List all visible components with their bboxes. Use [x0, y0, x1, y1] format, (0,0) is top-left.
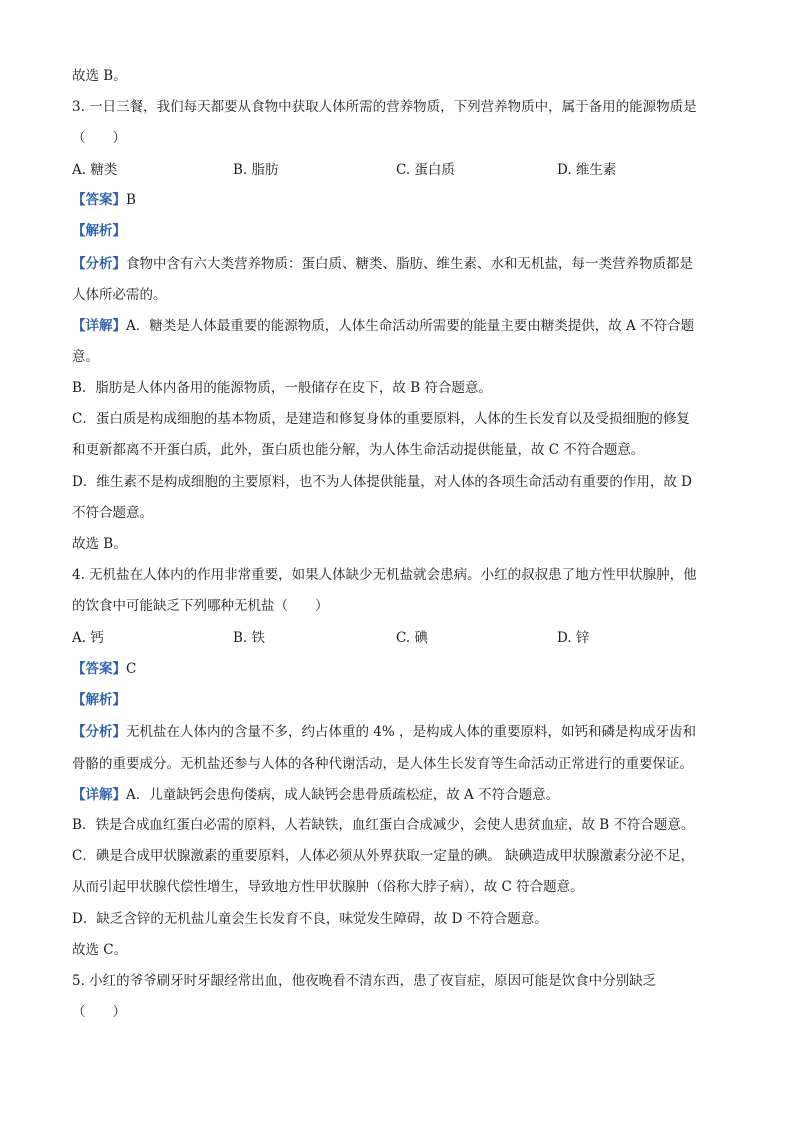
analysis-tag: 【解析】: [72, 223, 126, 239]
question-4-stem: 4. 无机盐在人体内的作用非常重要，如果人体缺少无机盐就会患病。小红的叔叔患了地方性甲状腺肿，他: [72, 567, 697, 583]
detail-text: A．糖类是人体最重要的能源物质，人体生命活动所需要的能量主要由糖类提供，故 A 不符合题: [126, 318, 695, 334]
question-3-stem: 3. 一日三餐，我们每天都要从食物中获取人体所需的营养物质，下列营养物质中，属于备用的能源物质是: [72, 99, 697, 115]
xiangjie-tag: 【详解】: [72, 318, 126, 334]
xiangjie-tag: 【详解】: [72, 787, 126, 803]
answer-value: B: [126, 192, 136, 208]
text-line: 不符合题意。: [72, 505, 153, 521]
text-line: B．脂肪是人体内备用的能源物质，一般储存在皮下，故 B 符合题意。: [72, 380, 492, 396]
option-a: A. 糖类: [72, 162, 118, 178]
text-line: C．碘是合成甲状腺激素的重要原料，人体必须从外界获取一定量的碘。 缺碘造成甲状腺激素分泌不足，: [72, 848, 695, 864]
text-line: 故选 B。: [72, 68, 127, 84]
answer-line: [72, 190, 732, 210]
option-c: C. 碘: [396, 630, 428, 646]
answer-tag: 【答案】: [72, 192, 126, 208]
option-b: B. 铁: [233, 630, 266, 646]
question-5-stem: 5. 小红的爷爷刷牙时牙龈经常出血，他夜晚看不清东西，患了夜盲症，原因可能是饮食中分别缺乏: [72, 973, 657, 989]
answer-line: [72, 659, 732, 679]
analysis-text: 食物中含有六大类营养物质：蛋白质、糖类、脂肪、维生素、水和无机盐，每一类营养物质都是: [126, 256, 693, 272]
option-d: D. 维生素: [557, 162, 617, 178]
text-line: 故选 C。: [72, 942, 128, 958]
detail-line: [72, 785, 732, 805]
text-line: 和更新都离不开蛋白质，此外，蛋白质也能分解，为人体生命活动提供能量，故 C 不符合题意。: [72, 442, 645, 458]
question-4-stem-cont: 的饮食中可能缺乏下列哪种无机盐（ ）: [72, 598, 329, 614]
option-b: B. 脂肪: [233, 162, 279, 178]
detail-line: [72, 316, 732, 336]
text-line: D．维生素不是构成细胞的主要原料，也不为人体提供能量，对人体的各项生命活动有重要的作用，故 D: [72, 474, 692, 490]
text-line: B．铁是合成血红蛋白必需的原料，人若缺铁，血红蛋白合成减少，会使人患贫血症，故 B 不符合题意。: [72, 817, 695, 833]
text-line: C．蛋白质是构成细胞的基本物质，是建造和修复身体的重要原料，人体的生长发育以及受损细胞的修复: [72, 411, 690, 427]
text-line: 骨骼的重要成分。无机盐还参与人体的各种代谢活动，是人体生长发育等生命活动正常进行的重要保证。: [72, 756, 693, 772]
text-line: D．缺乏含锌的无机盐儿童会生长发育不良，味觉发生障碍，故 D 不符合题意。: [72, 911, 548, 927]
option-c: C. 蛋白质: [396, 162, 455, 178]
answer-tag: 【答案】: [72, 661, 126, 677]
answer-value: C: [126, 661, 137, 677]
question-5-blank: （ ）: [72, 1004, 126, 1020]
analysis-tag: 【解析】: [72, 692, 126, 708]
analysis-text: 无机盐在人体内的含量不多，约占体重的 4% ，是构成人体的重要原料，如钙和磷是构成牙齿和: [126, 724, 696, 740]
fenxi-tag: 【分析】: [72, 724, 126, 740]
analysis-heading: [72, 690, 732, 710]
text-line: 从而引起甲状腺代偿性增生，导致地方性甲状腺肿（俗称大脖子病），故 C 符合题意。: [72, 879, 584, 895]
text-line: 人体所必需的。: [72, 287, 167, 303]
text-line: 意。: [72, 349, 99, 365]
option-a: A. 钙: [72, 630, 104, 646]
detail-text: A．儿童缺钙会患佝偻病，成人缺钙会患骨质疏松症，故 A 不符合题意。: [126, 787, 560, 803]
analysis-line: [72, 722, 732, 742]
option-d: D. 锌: [557, 630, 590, 646]
analysis-heading: [72, 221, 732, 241]
question-3-blank: （ ）: [72, 130, 126, 146]
text-line: 故选 B。: [72, 536, 127, 552]
fenxi-tag: 【分析】: [72, 256, 126, 272]
analysis-line: [72, 254, 732, 274]
